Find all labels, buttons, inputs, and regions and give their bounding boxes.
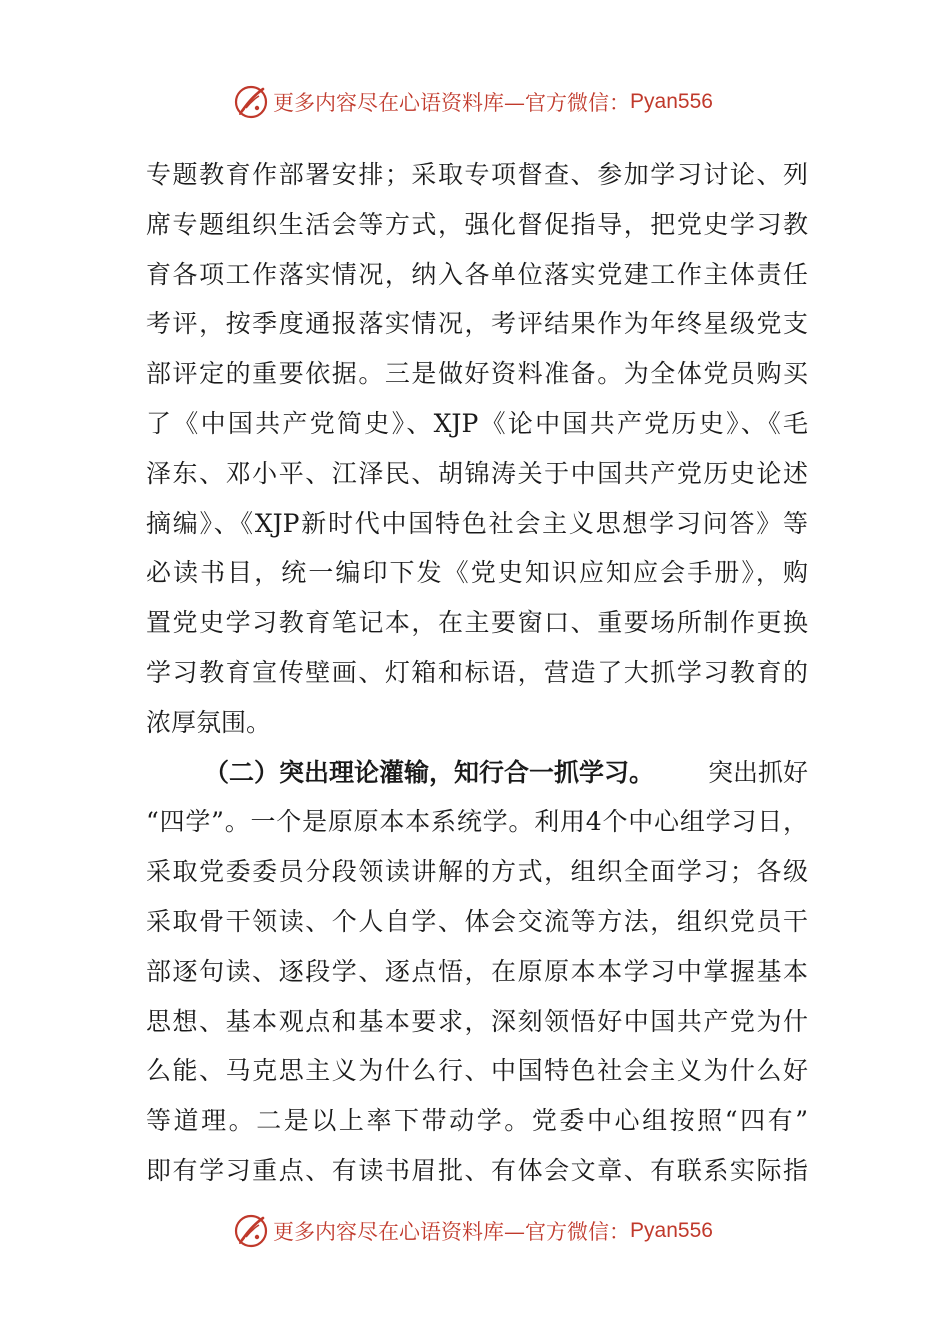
text-line: 了《中国共产党简史》、XJP《论中国共产党历史》、《毛 (146, 408, 808, 438)
text-line: 学习教育宣传壁画、灯箱和标语，营造了大抓学习教育的 (146, 657, 808, 687)
text-line: 思想、基本观点和基本要求，深刻领悟好中国共产党为什 (146, 1006, 808, 1036)
heading-line-rest: 突出抓好 (707, 757, 808, 787)
quill-logo-icon (233, 1213, 269, 1249)
text-line: 摘编》、《XJP新时代中国特色社会主义思想学习问答》等 (146, 508, 808, 538)
section-heading-line (146, 748, 808, 798)
section-heading: （二）突出理论灌输，知行合一抓学习。 (204, 757, 655, 787)
text-line: 采取党委委员分段领读讲解的方式，组织全面学习；各级 (146, 857, 808, 887)
text-line: 即有学习重点、有读书眉批、有体会文章、有联系实际指 (146, 1155, 808, 1185)
header-banner-handle: Pyan556 (630, 90, 713, 113)
footer-banner-inner (233, 1213, 713, 1249)
text-line: 考评，按季度通报落实情况，考评结果作为年终星级党支 (146, 309, 808, 339)
text-line: 浓厚氛围。 (146, 707, 272, 737)
footer-banner (0, 1211, 950, 1251)
paragraph-1 (146, 150, 808, 748)
text-line: 等道理。二是以上率下带动学。党委中心组按照“四有” (146, 1106, 808, 1136)
text-line: 么能、马克思主义为什么行、中国特色社会主义为什么好 (146, 1056, 808, 1086)
text-line: 置党史学习教育笔记本，在主要窗口、重要场所制作更换 (146, 608, 808, 638)
footer-banner-handle: Pyan556 (630, 1219, 713, 1242)
text-line: “四学”。一个是原原本本系统学。利用4个中心组学习日， (146, 807, 808, 837)
footer-banner-text: 更多内容尽在心语资料库—官方微信： (273, 1220, 631, 1244)
text-line: 采取骨干领读、个人自学、体会交流等方法，组织党员干 (146, 906, 808, 936)
text-line: 部评定的重要依据。三是做好资料准备。为全体党员购买 (146, 359, 808, 389)
text-line: 部逐句读、逐段学、逐点悟，在原原本本学习中掌握基本 (146, 956, 808, 986)
header-banner-text: 更多内容尽在心语资料库—官方微信： (273, 91, 631, 115)
text-line: 席专题组织生活会等方式，强化督促指导，把党史学习教 (146, 209, 808, 239)
document-body (146, 150, 808, 1196)
quill-logo-icon (233, 84, 269, 120)
header-banner-inner (233, 84, 713, 120)
header-banner (0, 82, 950, 122)
text-line: 专题教育作部署安排；采取专项督查、参加学习讨论、列 (146, 160, 808, 189)
text-line: 泽东、邓小平、江泽民、胡锦涛关于中国共产党历史论述 (146, 458, 808, 488)
text-line: 育各项工作落实情况，纳入各单位落实党建工作主体责任 (146, 259, 808, 289)
text-line: 必读书目，统一编印下发《党史知识应知应会手册》，购 (146, 558, 808, 588)
paragraph-2 (146, 748, 808, 1196)
